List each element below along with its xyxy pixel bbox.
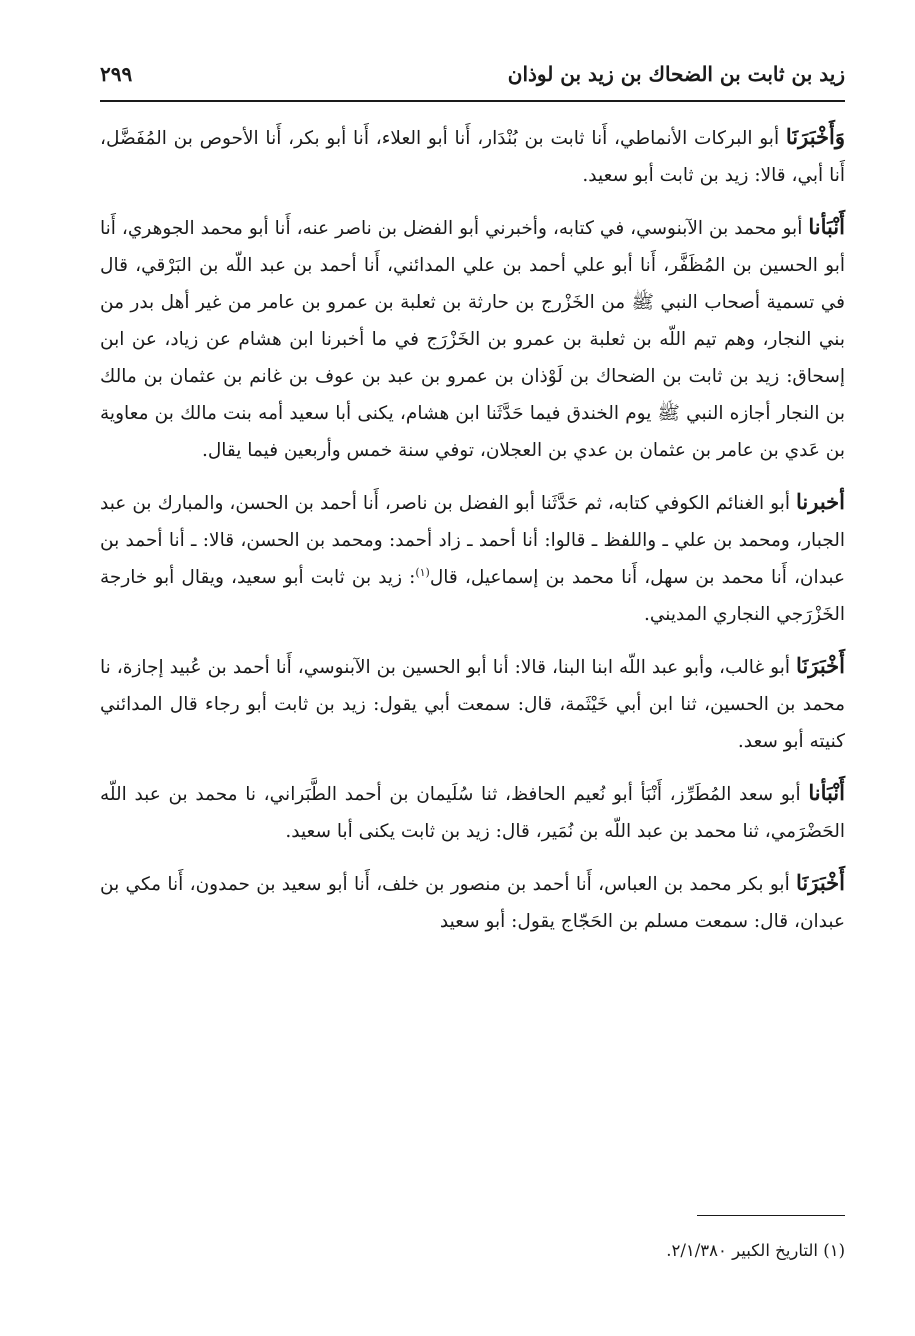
footnote-divider bbox=[697, 1215, 845, 1216]
page-number: ٢٩٩ bbox=[100, 62, 133, 86]
paragraph-6 bbox=[100, 864, 845, 940]
paragraph-1 bbox=[100, 118, 845, 194]
footnote-text: التاريخ الكبير ٢/١/٣٨٠. bbox=[666, 1241, 818, 1260]
paragraph-lead: أَخْبَرَنَا bbox=[796, 653, 845, 678]
main-text bbox=[100, 118, 845, 954]
page-header bbox=[100, 58, 845, 98]
paragraph-text: أبو بكر محمد بن العباس، أَنا أحمد بن منصور بن خلف، أَنا أبو سعيد بن حمدون، أَنا مكي بن عبدان، قال: سمعت مسلم بن الحَجّاج يقول: أبو سعيد bbox=[100, 874, 845, 932]
paragraph-text: أبو غالب، وأبو عبد اللّه ابنا البنا، قالا: أنا أبو الحسين بن الآبنوسي، أَنا أحمد بن عُبيد إجازة، نا محمد بن الحسين، ثنا ابن أبي خَيْثَمة، قال: سمعت أبي يقول: زيد بن ثابت أبو رجاء قال المدائني كنيته أبو سعد. bbox=[100, 657, 845, 752]
footnote-number: (١) bbox=[823, 1241, 845, 1260]
paragraph-lead: أَنْبَأنا bbox=[808, 214, 845, 239]
paragraph-lead: أَخْبَرَنَا bbox=[796, 870, 845, 895]
running-title: زيد بن ثابت بن الضحاك بن زيد بن لوذان bbox=[507, 62, 845, 86]
paragraph-5 bbox=[100, 774, 845, 850]
paragraph-lead: أَنْبَأنا bbox=[808, 780, 845, 805]
paragraph-text: أبو البركات الأنماطي، أَنا ثابت بن بُنْدَار، أَنا أبو العلاء، أَنا أبو بكر، أَنا الأحوص بن المُفَضَّل، أَنا أبي، قالا: زيد بن ثابت أبو سعيد. bbox=[100, 128, 845, 186]
header-divider bbox=[100, 100, 845, 102]
paragraph-text: : زيد بن ثابت أبو سعيد، ويقال أبو خارجة الخَزْرَجي النجاري المديني. bbox=[100, 567, 845, 625]
paragraph-text: أبو سعد المُطَرِّز، أَنْبَأ أبو نُعيم الحافظ، ثنا سُلَيمان بن أحمد الطَّبَراني، نا محمد بن عبد اللّه الحَضْرَمي، ثنا محمد بن عبد اللّه بن نُمَير، قال: زيد بن ثابت يكنى أبا سعيد. bbox=[100, 784, 845, 842]
paragraph-4 bbox=[100, 647, 845, 760]
paragraph-text: أبو الغنائم الكوفي كتابه، ثم حَدَّثَنا أبو الفضل بن ناصر، أَنا أحمد بن الحسن، والمبارك بن عبد الجبار، ومحمد بن علي ـ واللفظ ـ قالوا: أنا أحمد ـ زاد أحمد: ومحمد بن الحسن، قالا: ـ أنا أحمد بن عبدان، أَنا محمد بن سهل، أَنا محمد بن إسماعيل، قال bbox=[100, 493, 845, 588]
paragraph-2 bbox=[100, 208, 845, 469]
footnote bbox=[100, 1238, 845, 1264]
paragraph-3 bbox=[100, 483, 845, 633]
footnote-reference[interactable]: (١) bbox=[415, 565, 430, 579]
paragraph-lead: أخبرنا bbox=[796, 489, 845, 514]
paragraph-text: أبو محمد بن الآبنوسي، في كتابه، وأخبرني أبو الفضل بن ناصر عنه، أَنا أبو محمد الجوهري، أَنا أبو الحسين بن المُظَفَّر، أَنا أبو علي أحمد بن علي المدائني، أَنا أحمد بن عبد اللّه بن البَرْقي، قال في تسمية أصحاب النبي ﷺ من الخَزْرج بن حارثة بن ثعلبة بن عمرو بن عامر من غير أهل بدر من بني النجار، وهم تيم اللّه بن ثعلبة بن عمرو بن الخَزْرَج في ما أخبرنا ابن هشام عن زياد، عن ابن إسحاق: زيد بن ثابت بن الضحاك بن لَوْذان بن عمرو بن عبد بن عوف بن غانم بن عثمان بن مالك بن النجار أجازه النبي ﷺ يوم الخندق فيما حَدَّثَنا ابن هشام، يكنى أبا سعيد أمه بنت مالك بن معاوية بن عَدي بن عامر بن عثمان بن عدي بن العجلان، توفي سنة خمس وأربعين فيما يقال. bbox=[100, 218, 845, 461]
paragraph-lead: وَأَخْبَرَنَا bbox=[785, 124, 845, 149]
